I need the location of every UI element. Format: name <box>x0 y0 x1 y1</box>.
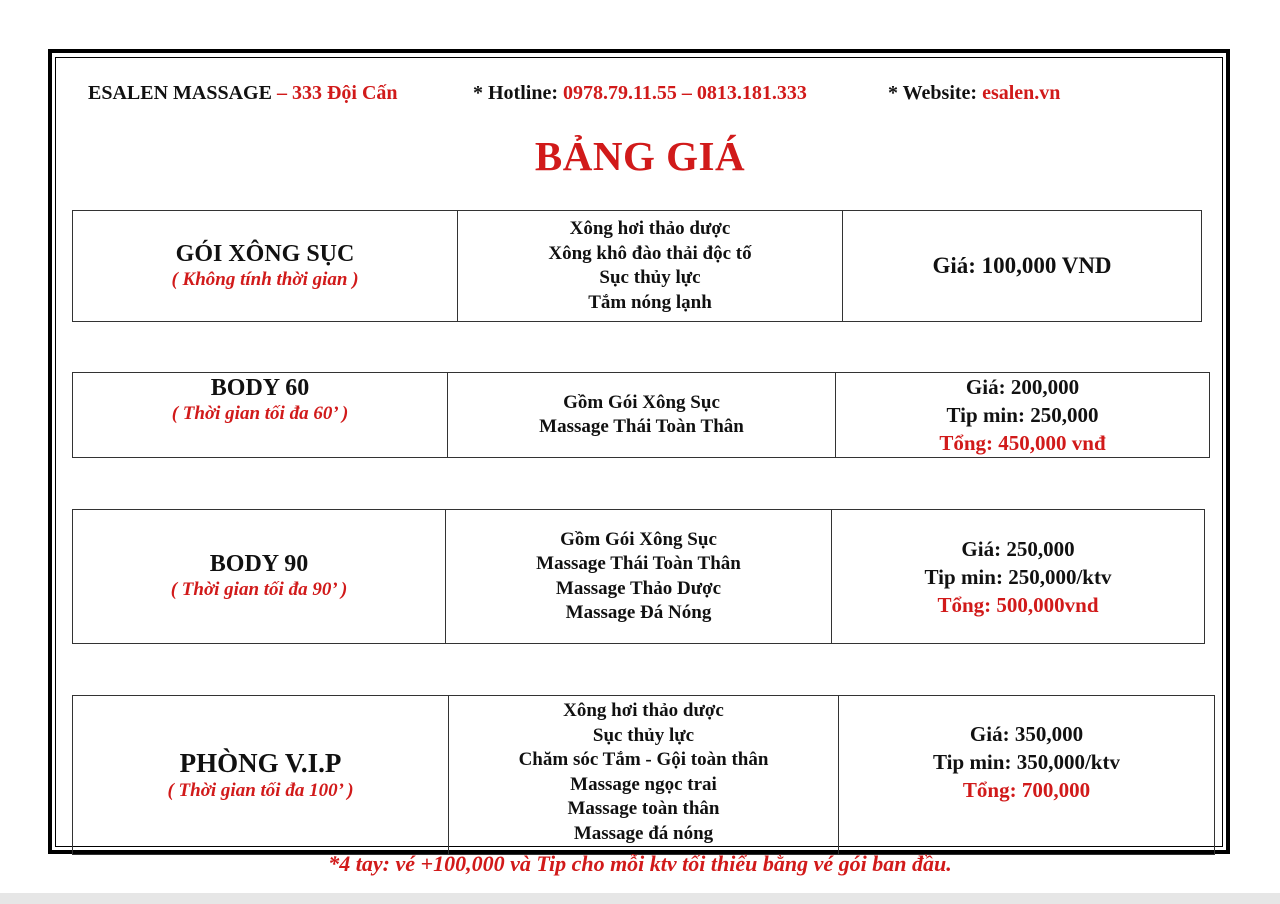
package-name: BODY 60 <box>210 375 310 401</box>
feature-item: Sục thủy lực <box>592 724 695 746</box>
package-total: Tổng: 500,000vnd <box>937 592 1099 617</box>
package-price-cell <box>839 696 1215 855</box>
package-features-cell <box>449 696 839 855</box>
feature-item: Massage Thái Toàn Thân <box>539 416 744 437</box>
package-name-cell <box>73 696 449 855</box>
feature-item: Tắm nóng lạnh <box>588 291 712 313</box>
website-link[interactable]: esalen.vn <box>982 82 1061 104</box>
table-row <box>73 696 1215 855</box>
package-tip: Tip min: 350,000/ktv <box>933 750 1120 774</box>
package-name-cell <box>73 510 446 644</box>
header-hotline <box>473 82 807 105</box>
package-features-cell <box>458 211 843 322</box>
header-website <box>888 82 1060 105</box>
package-total: Tổng: 450,000 vnđ <box>939 431 1106 455</box>
feature-item: Chăm sóc Tắm - Gội toàn thân <box>518 749 769 770</box>
package-name: PHÒNG V.I.P <box>179 748 342 778</box>
package-price: Giá: 250,000 <box>961 536 1075 561</box>
feature-item: Massage Đá Nóng <box>565 602 712 623</box>
package-note: ( Thời gian tối đa 90’ ) <box>170 579 348 600</box>
feature-item: Massage Thái Toàn Thân <box>536 553 741 574</box>
feature-item: Massage toàn thân <box>567 798 720 819</box>
table-row <box>73 510 1205 644</box>
package-price-cell <box>843 211 1202 322</box>
hotline-numbers: 0978.79.11.55 – 0813.181.333 <box>563 82 807 104</box>
package-price-cell <box>836 373 1210 458</box>
footnote: *4 tay: vé +100,000 và Tip cho mỗi ktv tối thiểu bằng vé gói ban đầu. <box>328 851 952 876</box>
feature-item: Gồm Gói Xông Sục <box>560 528 717 550</box>
page-title: BẢNG GIÁ <box>534 133 746 179</box>
website-label: * Website: <box>888 82 978 104</box>
package-features-cell <box>446 510 832 644</box>
header-brand <box>88 82 398 105</box>
feature-item: Xông khô đào thải độc tố <box>548 242 752 264</box>
feature-item: Sục thủy lực <box>599 267 701 288</box>
feature-item: Gồm Gói Xông Sục <box>563 391 720 413</box>
feature-item: Xông hơi thảo dược <box>569 218 731 239</box>
package-price-cell <box>832 510 1205 644</box>
package-tip: Tip min: 250,000/ktv <box>924 564 1112 589</box>
feature-item: Massage đá nóng <box>573 822 714 844</box>
package-name: GÓI XÔNG SỤC <box>175 240 355 267</box>
hotline-label: * Hotline <box>473 82 552 104</box>
bottom-strip <box>0 893 1280 904</box>
feature-item: Massage ngọc trai <box>570 773 717 795</box>
package-table-body-90 <box>72 509 1205 644</box>
package-name-cell <box>73 211 458 322</box>
feature-item: Xông hơi thảo dược <box>563 700 724 721</box>
brand-name: ESALEN MASSAGE <box>88 82 272 104</box>
package-name: BODY 90 <box>209 551 309 577</box>
package-price: Giá: 100,000 VND <box>932 253 1112 278</box>
package-table-xong-suc <box>72 210 1202 322</box>
package-price: Giá: 200,000 <box>965 375 1080 399</box>
package-note: ( Thời gian tối đa 100’ ) <box>167 780 354 801</box>
table-row <box>73 373 1210 458</box>
package-table-vip <box>72 695 1215 855</box>
table-row <box>73 211 1202 322</box>
package-note: ( Không tính thời gian ) <box>171 268 359 290</box>
brand-address: – 333 Đội Cấn <box>276 82 398 104</box>
package-tip: Tip min: 250,000 <box>946 403 1099 427</box>
hotline-colon: : <box>551 82 559 104</box>
package-note: ( Thời gian tối đa 60’ ) <box>171 403 349 424</box>
package-total: Tổng: 700,000 <box>962 778 1091 802</box>
feature-item: Massage Thảo Dược <box>555 577 722 599</box>
package-name-cell <box>73 373 448 458</box>
package-price: Giá: 350,000 <box>969 722 1084 746</box>
package-features-cell <box>448 373 836 458</box>
package-table-body-60 <box>72 372 1210 458</box>
